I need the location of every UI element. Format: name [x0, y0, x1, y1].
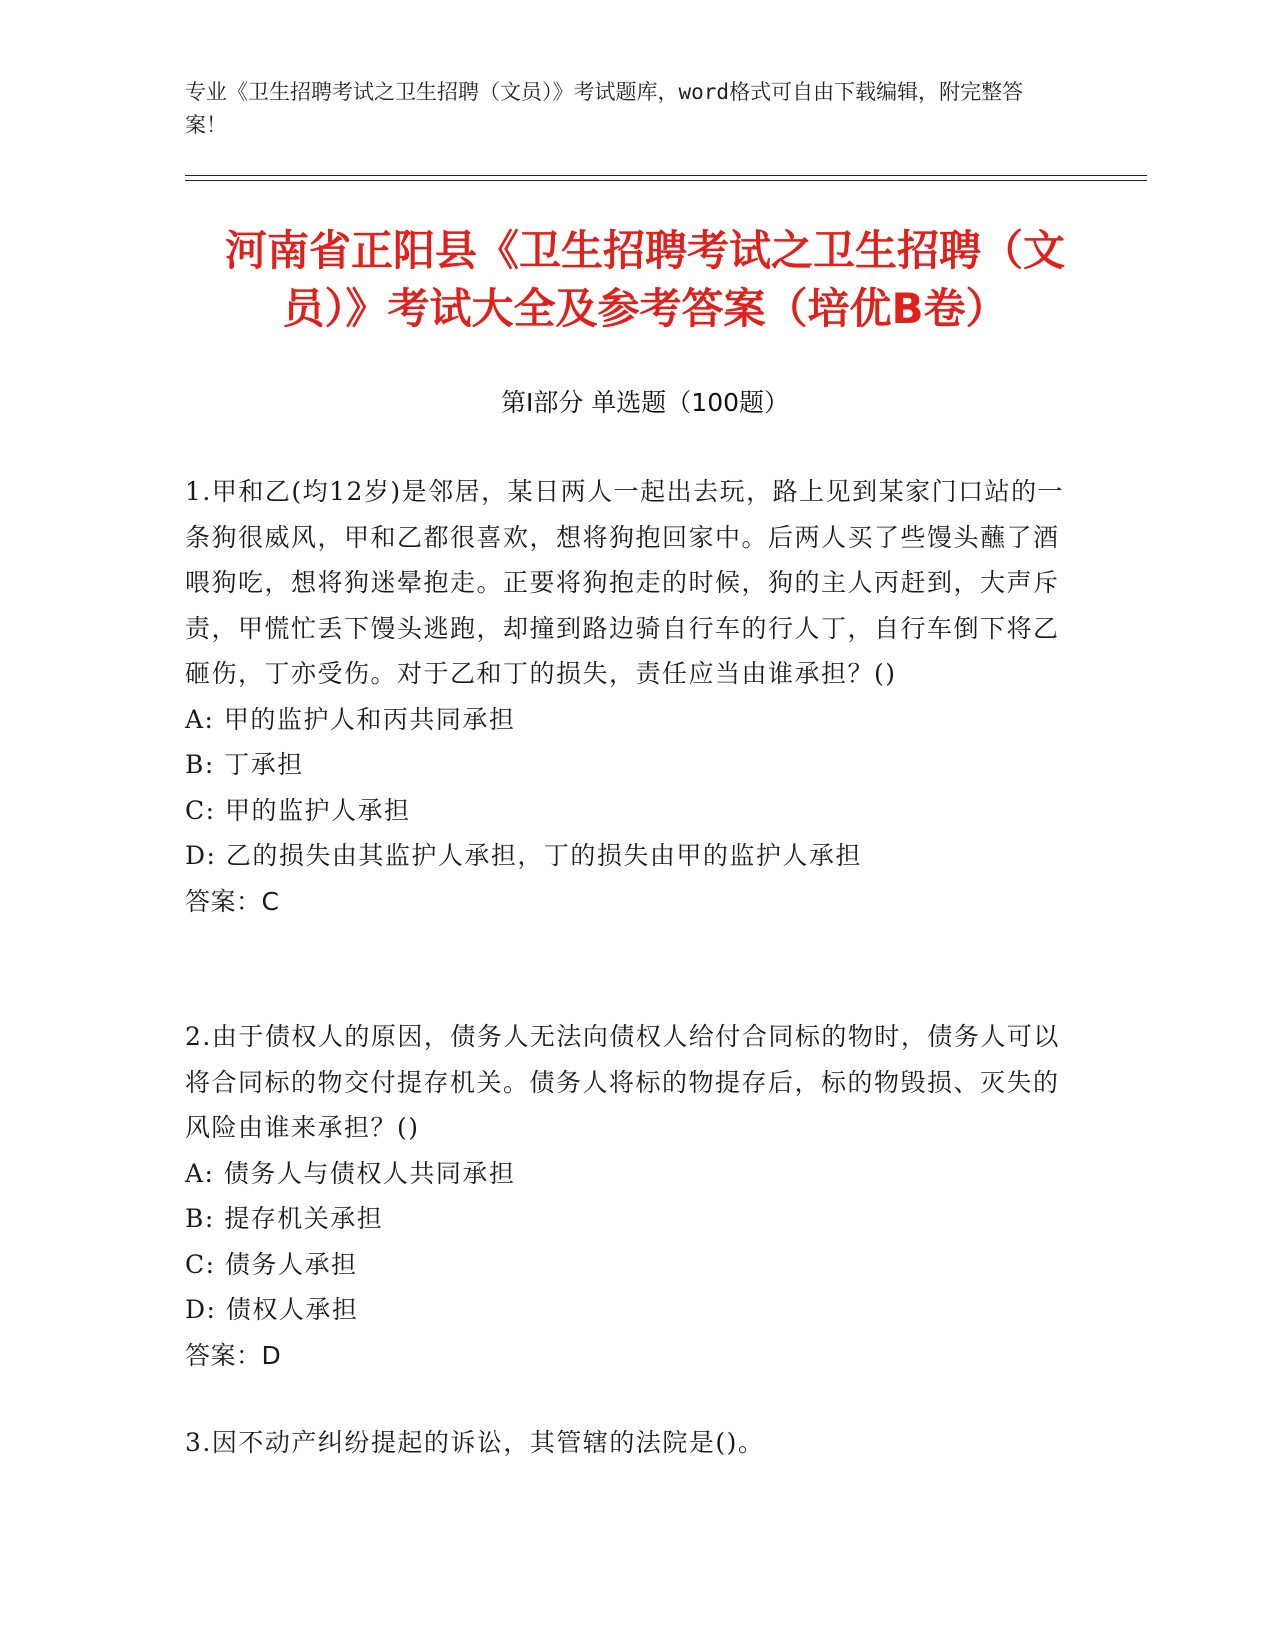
question-1: [185, 469, 1065, 924]
option-b: B: 丁承担: [185, 750, 304, 779]
option-d: D: 乙的损失由其监护人承担，丁的损失由甲的监护人承担: [185, 841, 862, 870]
section-heading: 第I部分 单选题（100题）: [500, 388, 790, 417]
header-note: 专业《卫生招聘考试之卫生招聘（文员）》考试题库，word格式可自由下载编辑，附完整答案！: [185, 80, 1024, 137]
header-divider-bottom: [185, 180, 1147, 181]
question-stem: 2.由于债权人的原因，债务人无法向债权人给付合同标的物时，债务人可以将合同标的物交付提存机关。债务人将标的物提存后，标的物毁损、灭失的风险由谁来承担？(): [185, 1022, 1060, 1142]
question-3: [185, 1420, 1065, 1466]
option-c: C: 甲的监护人承担: [185, 795, 411, 825]
answer: 答案：C: [185, 886, 280, 916]
option-a: A: 债务人与债权人共同承担: [185, 1158, 516, 1188]
question-2: [185, 1014, 1065, 1378]
document-title: 河南省正阳县《卫生招聘考试之卫生招聘（文员）》考试大全及参考答案（培优B卷）: [224, 226, 1065, 333]
option-a: A: 甲的监护人和丙共同承担: [185, 704, 516, 734]
answer: 答案：D: [185, 1340, 282, 1370]
question-stem: 1.甲和乙(均12岁)是邻居，某日两人一起出去玩，路上见到某家门口站的一条狗很威风，甲和乙都很喜欢，想将狗抱回家中。后两人买了些馒头蘸了酒喂狗吃，想将狗迷晕抱走。正要将狗抱走的时候，狗的主人丙赶到，大声斥责，甲慌忙丢下馒头逃跑，却撞到路边骑自行车的行人丁，自行车倒下将乙砸伤，丁亦受伤。对于乙和丁的损失，责任应当由谁承担？(): [185, 477, 1065, 688]
option-c: C: 债务人承担: [185, 1249, 358, 1279]
option-b: B: 提存机关承担: [185, 1204, 384, 1233]
question-stem: 3.因不动产纠纷提起的诉讼，其管辖的法院是()。: [185, 1428, 765, 1457]
option-d: D: 债权人承担: [185, 1295, 359, 1324]
header-divider-top: [185, 175, 1147, 176]
